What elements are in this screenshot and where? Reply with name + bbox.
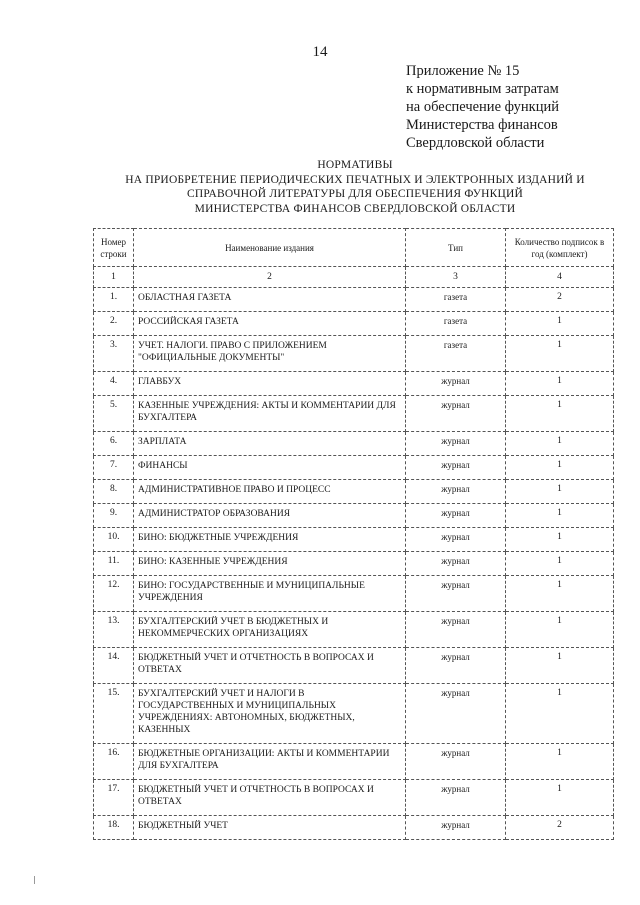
table-row (94, 432, 614, 456)
table-row (94, 744, 614, 780)
publication-title: РОССИЙСКАЯ ГАЗЕТА (134, 312, 406, 336)
norms-table (93, 228, 614, 840)
publication-title: БИНО: КАЗЕННЫЕ УЧРЕЖДЕНИЯ (134, 552, 406, 576)
appendix-caption (406, 62, 626, 152)
publication-type: журнал (406, 432, 506, 456)
publication-title: БУХГАЛТЕРСКИЙ УЧЕТ И НАЛОГИ В ГОСУДАРСТВЕННЫХ И МУНИЦИПАЛЬНЫХ УЧРЕЖДЕНИЯХ: АВТОНОМНЫХ, БЮДЖЕТНЫХ, КАЗЕННЫХ (134, 684, 406, 744)
publication-title: ГЛАВБУХ (134, 372, 406, 396)
header-row-number: Номер строки (94, 229, 134, 267)
publication-title: ЗАРПЛАТА (134, 432, 406, 456)
publication-title: УЧЕТ. НАЛОГИ. ПРАВО С ПРИЛОЖЕНИЕМ "ОФИЦИАЛЬНЫЕ ДОКУМЕНТЫ" (134, 336, 406, 372)
subscription-count: 1 (506, 576, 614, 612)
column-index: 1 (94, 267, 134, 288)
publication-title: ФИНАНСЫ (134, 456, 406, 480)
publication-type: журнал (406, 504, 506, 528)
table-row (94, 528, 614, 552)
publication-title: БУХГАЛТЕРСКИЙ УЧЕТ В БЮДЖЕТНЫХ И НЕКОММЕРЧЕСКИХ ОРГАНИЗАЦИЯХ (134, 612, 406, 648)
row-number: 11. (94, 552, 134, 576)
table-row (94, 312, 614, 336)
page-number: 14 (312, 44, 328, 60)
table-row (94, 372, 614, 396)
row-number: 1. (94, 288, 134, 312)
row-number: 15. (94, 684, 134, 744)
publication-type: журнал (406, 684, 506, 744)
table-row (94, 480, 614, 504)
row-number: 6. (94, 432, 134, 456)
publication-type: журнал (406, 372, 506, 396)
row-number: 18. (94, 816, 134, 840)
subscription-count: 1 (506, 612, 614, 648)
table-row (94, 684, 614, 744)
title-line: НОРМАТИВЫ (317, 159, 393, 171)
table-row (94, 504, 614, 528)
table-row (94, 648, 614, 684)
publication-type: журнал (406, 780, 506, 816)
publication-title: БИНО: БЮДЖЕТНЫЕ УЧРЕЖДЕНИЯ (134, 528, 406, 552)
subscription-count: 1 (506, 552, 614, 576)
publication-type: журнал (406, 552, 506, 576)
table-row (94, 612, 614, 648)
table-row (94, 816, 614, 840)
publication-title: БЮДЖЕТНЫЙ УЧЕТ И ОТЧЕТНОСТЬ В ВОПРОСАХ И ОТВЕТАХ (134, 780, 406, 816)
column-index: 4 (506, 267, 614, 288)
subscription-count: 1 (506, 312, 614, 336)
publication-type: журнал (406, 396, 506, 432)
publication-type: газета (406, 336, 506, 372)
table-header-row (94, 229, 614, 267)
title-line: СПРАВОЧНОЙ ЛИТЕРАТУРЫ ДЛЯ ОБЕСПЕЧЕНИЯ ФУНКЦИЙ (186, 188, 523, 200)
publication-type: газета (406, 288, 506, 312)
row-number: 10. (94, 528, 134, 552)
table-row (94, 396, 614, 432)
subscription-count: 1 (506, 396, 614, 432)
publication-type: журнал (406, 528, 506, 552)
row-number: 5. (94, 396, 134, 432)
table-row (94, 456, 614, 480)
subscription-count: 1 (506, 480, 614, 504)
column-index-row (94, 267, 614, 288)
row-number: 14. (94, 648, 134, 684)
publication-type: газета (406, 312, 506, 336)
publication-title: БИНО: ГОСУДАРСТВЕННЫЕ И МУНИЦИПАЛЬНЫЕ УЧРЕЖДЕНИЯ (134, 576, 406, 612)
subscription-count: 1 (506, 744, 614, 780)
row-number: 4. (94, 372, 134, 396)
subscription-count: 1 (506, 780, 614, 816)
appendix-line: Министерства финансов (406, 117, 558, 133)
header-type: Тип (406, 229, 506, 267)
column-index: 2 (134, 267, 406, 288)
title-line: МИНИСТЕРСТВА ФИНАНСОВ СВЕРДЛОВСКОЙ ОБЛАСТИ (194, 202, 516, 215)
subscription-count: 1 (506, 432, 614, 456)
subscription-count: 2 (506, 288, 614, 312)
publication-type: журнал (406, 612, 506, 648)
publication-title: БЮДЖЕТНЫЙ УЧЕТ И ОТЧЕТНОСТЬ В ВОПРОСАХ И ОТВЕТАХ (134, 648, 406, 684)
publication-title: БЮДЖЕТНЫЕ ОРГАНИЗАЦИИ: АКТЫ И КОММЕНТАРИИ ДЛЯ БУХГАЛТЕРА (134, 744, 406, 780)
row-number: 8. (94, 480, 134, 504)
table-row (94, 336, 614, 372)
column-index: 3 (406, 267, 506, 288)
publication-type: журнал (406, 744, 506, 780)
publication-title: КАЗЕННЫЕ УЧРЕЖДЕНИЯ: АКТЫ И КОММЕНТАРИИ ДЛЯ БУХГАЛТЕРА (134, 396, 406, 432)
subscription-count: 1 (506, 456, 614, 480)
appendix-line: Свердловской области (406, 135, 545, 151)
appendix-line: к нормативным затратам (406, 81, 559, 97)
publication-title: БЮДЖЕТНЫЙ УЧЕТ (134, 816, 406, 840)
scan-mark (34, 876, 35, 884)
publication-title: ОБЛАСТНАЯ ГАЗЕТА (134, 288, 406, 312)
row-number: 13. (94, 612, 134, 648)
row-number: 12. (94, 576, 134, 612)
appendix-line: на обеспечение функций (406, 99, 560, 115)
row-number: 17. (94, 780, 134, 816)
table-row (94, 780, 614, 816)
row-number: 9. (94, 504, 134, 528)
table-row (94, 288, 614, 312)
subscription-count: 1 (506, 504, 614, 528)
subscription-count: 1 (506, 528, 614, 552)
publication-title: АДМИНИСТРАТОР ОБРАЗОВАНИЯ (134, 504, 406, 528)
row-number: 16. (94, 744, 134, 780)
publication-title: АДМИНИСТРАТИВНОЕ ПРАВО И ПРОЦЕСС (134, 480, 406, 504)
table-row (94, 576, 614, 612)
publication-type: журнал (406, 456, 506, 480)
subscription-count: 1 (506, 372, 614, 396)
table-row (94, 552, 614, 576)
subscription-count: 1 (506, 684, 614, 744)
row-number: 3. (94, 336, 134, 372)
subscription-count: 2 (506, 816, 614, 840)
row-number: 2. (94, 312, 134, 336)
subscription-count: 1 (506, 336, 614, 372)
document-title (60, 158, 640, 216)
header-quantity: Количество подписок в год (комплект) (506, 229, 614, 267)
publication-type: журнал (406, 648, 506, 684)
publication-type: журнал (406, 576, 506, 612)
title-line: НА ПРИОБРЕТЕНИЕ ПЕРИОДИЧЕСКИХ ПЕЧАТНЫХ И ЭЛЕКТРОННЫХ ИЗДАНИЙ И (125, 173, 585, 186)
publication-type: журнал (406, 480, 506, 504)
publication-type: журнал (406, 816, 506, 840)
subscription-count: 1 (506, 648, 614, 684)
row-number: 7. (94, 456, 134, 480)
appendix-line: Приложение № 15 (406, 63, 520, 79)
header-title: Наименование издания (134, 229, 406, 267)
